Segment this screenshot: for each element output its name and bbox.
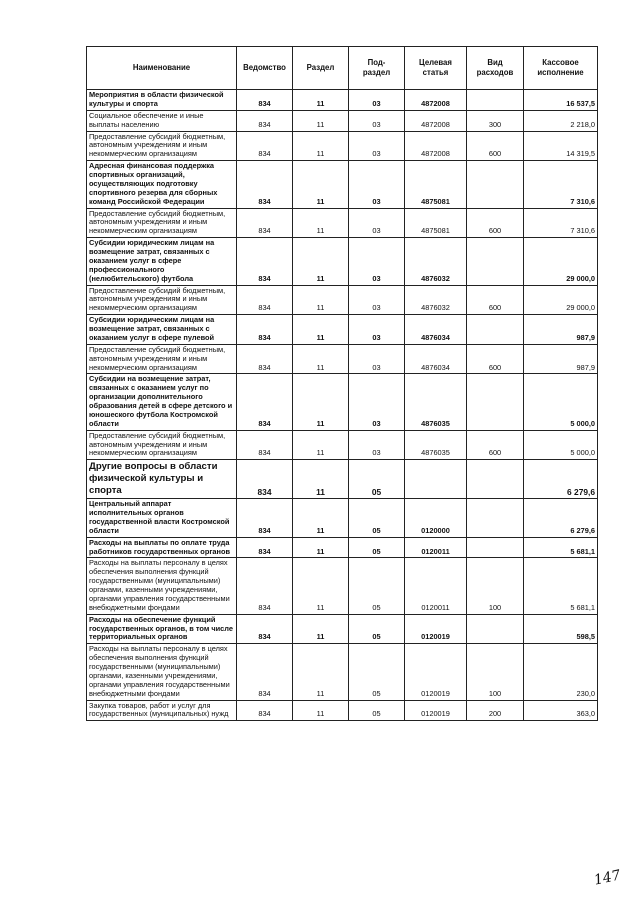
cell-subsection: 03	[349, 285, 405, 315]
cell-name: Центральный аппарат исполнительных органов государственной власти Костромской области	[87, 499, 237, 538]
cell-dept: 834	[237, 537, 293, 558]
cell-type	[467, 90, 524, 111]
cell-amount: 16 537,5	[524, 90, 598, 111]
cell-type: 600	[467, 285, 524, 315]
cell-section: 11	[293, 161, 349, 208]
cell-type	[467, 374, 524, 430]
cell-amount: 5 000,0	[524, 374, 598, 430]
cell-target: 4876032	[405, 285, 467, 315]
cell-type	[467, 614, 524, 644]
cell-type: 300	[467, 110, 524, 131]
cell-name: Предоставление субсидий бюджетным, автономным учреждениям и иным некоммерческим организациям	[87, 208, 237, 238]
cell-type: 200	[467, 700, 524, 721]
cell-target: 4872008	[405, 110, 467, 131]
cell-subsection: 05	[349, 700, 405, 721]
cell-section: 11	[293, 614, 349, 644]
cell-dept: 834	[237, 110, 293, 131]
cell-name: Предоставление субсидий бюджетным, автономным учреждениям и иным некоммерческим организациям	[87, 344, 237, 374]
cell-target: 0120019	[405, 700, 467, 721]
cell-type	[467, 460, 524, 499]
cell-name: Расходы на обеспечение функций государственных органов, в том числе территориальных органов	[87, 614, 237, 644]
cell-target: 4876034	[405, 344, 467, 374]
cell-name: Предоставление субсидий бюджетным, автономным учреждениям и иным некоммерческим организациям	[87, 131, 237, 161]
cell-name: Расходы на выплаты персоналу в целях обеспечения выполнения функций государственными (муниципальными) органами, казенными учреждениями, органами управления государственными внебюджетными фондами	[87, 644, 237, 700]
table-row	[87, 208, 598, 238]
cell-target: 4876034	[405, 315, 467, 345]
cell-amount: 7 310,6	[524, 161, 598, 208]
table-row	[87, 315, 598, 345]
cell-type	[467, 499, 524, 538]
cell-subsection: 03	[349, 90, 405, 111]
cell-subsection: 03	[349, 374, 405, 430]
cell-subsection: 03	[349, 430, 405, 460]
table-row	[87, 131, 598, 161]
cell-target: 0120000	[405, 499, 467, 538]
cell-subsection: 03	[349, 110, 405, 131]
cell-amount: 987,9	[524, 315, 598, 345]
cell-subsection: 05	[349, 644, 405, 700]
cell-section: 11	[293, 460, 349, 499]
cell-dept: 834	[237, 344, 293, 374]
cell-type: 600	[467, 430, 524, 460]
cell-dept: 834	[237, 499, 293, 538]
table-row	[87, 644, 598, 700]
cell-name: Субсидии на возмещение затрат, связанных с оказанием услуг по организации дополнительного образования детей в сфере детского и юношеского футбола Костромской области	[87, 374, 237, 430]
cell-section: 11	[293, 374, 349, 430]
table-row	[87, 460, 598, 499]
budget-table	[86, 46, 598, 721]
cell-name: Предоставление субсидий бюджетным, автономным учреждениям и иным некоммерческим организациям	[87, 430, 237, 460]
cell-dept: 834	[237, 285, 293, 315]
table-row	[87, 374, 598, 430]
header-target: Целевая статья	[405, 47, 467, 90]
cell-subsection: 03	[349, 131, 405, 161]
cell-amount: 14 319,5	[524, 131, 598, 161]
cell-amount: 363,0	[524, 700, 598, 721]
cell-target: 4872008	[405, 90, 467, 111]
cell-name: Субсидии юридическим лицам на возмещение затрат, связанных с оказанием услуг в сфере профессионального (нелюбительского) футбола	[87, 238, 237, 285]
cell-dept: 834	[237, 208, 293, 238]
cell-section: 11	[293, 537, 349, 558]
cell-amount: 6 279,6	[524, 460, 598, 499]
cell-subsection: 05	[349, 537, 405, 558]
table-row	[87, 430, 598, 460]
header-amount: Кассовое исполнение	[524, 47, 598, 90]
cell-target: 4876035	[405, 430, 467, 460]
cell-section: 11	[293, 558, 349, 614]
table-row	[87, 285, 598, 315]
cell-subsection: 05	[349, 499, 405, 538]
header-subsection: Под- раздел	[349, 47, 405, 90]
cell-amount: 29 000,0	[524, 238, 598, 285]
table-row	[87, 614, 598, 644]
cell-amount: 5 681,1	[524, 537, 598, 558]
cell-name: Мероприятия в области физической культуры и спорта	[87, 90, 237, 111]
cell-target: 4875081	[405, 208, 467, 238]
cell-section: 11	[293, 499, 349, 538]
cell-subsection: 03	[349, 161, 405, 208]
cell-section: 11	[293, 644, 349, 700]
table-row	[87, 238, 598, 285]
cell-type: 600	[467, 208, 524, 238]
cell-amount: 230,0	[524, 644, 598, 700]
page-number: 147	[592, 867, 623, 889]
cell-amount: 5 681,1	[524, 558, 598, 614]
cell-dept: 834	[237, 644, 293, 700]
cell-target: 0120019	[405, 614, 467, 644]
cell-dept: 834	[237, 614, 293, 644]
cell-section: 11	[293, 208, 349, 238]
cell-dept: 834	[237, 90, 293, 111]
cell-type: 600	[467, 344, 524, 374]
cell-target: 4876035	[405, 374, 467, 430]
cell-section: 11	[293, 90, 349, 111]
cell-dept: 834	[237, 558, 293, 614]
cell-section: 11	[293, 315, 349, 345]
cell-type: 100	[467, 644, 524, 700]
cell-dept: 834	[237, 374, 293, 430]
cell-type	[467, 537, 524, 558]
cell-target: 0120011	[405, 537, 467, 558]
cell-name: Адресная финансовая поддержка спортивных организаций, осуществляющих подготовку спортивного резерва для сборных команд Российской Федерации	[87, 161, 237, 208]
cell-dept: 834	[237, 161, 293, 208]
cell-type	[467, 238, 524, 285]
cell-type: 600	[467, 131, 524, 161]
cell-type	[467, 315, 524, 345]
cell-target: 4872008	[405, 131, 467, 161]
cell-name: Субсидии юридическим лицам на возмещение затрат, связанных с оказанием услуг в сфере пулевой	[87, 315, 237, 345]
cell-section: 11	[293, 238, 349, 285]
table-header-row	[87, 47, 598, 90]
cell-dept: 834	[237, 460, 293, 499]
header-type: Вид расходов	[467, 47, 524, 90]
cell-type: 100	[467, 558, 524, 614]
cell-subsection: 05	[349, 614, 405, 644]
cell-dept: 834	[237, 131, 293, 161]
cell-amount: 2 218,0	[524, 110, 598, 131]
cell-section: 11	[293, 131, 349, 161]
table-row	[87, 558, 598, 614]
cell-name: Закупка товаров, работ и услуг для государственных (муниципальных) нужд	[87, 700, 237, 721]
table-row	[87, 537, 598, 558]
cell-dept: 834	[237, 700, 293, 721]
cell-section: 11	[293, 344, 349, 374]
cell-target: 0120019	[405, 644, 467, 700]
table-row	[87, 110, 598, 131]
cell-subsection: 03	[349, 344, 405, 374]
cell-name: Предоставление субсидий бюджетным, автономным учреждениям и иным некоммерческим организациям	[87, 285, 237, 315]
cell-dept: 834	[237, 430, 293, 460]
table-row	[87, 700, 598, 721]
cell-amount: 6 279,6	[524, 499, 598, 538]
header-name: Наименование	[87, 47, 237, 90]
cell-target	[405, 460, 467, 499]
table-row	[87, 90, 598, 111]
header-dept: Ведомство	[237, 47, 293, 90]
cell-target: 4875081	[405, 161, 467, 208]
cell-amount: 987,9	[524, 344, 598, 374]
cell-target: 4876032	[405, 238, 467, 285]
cell-name: Расходы на выплаты персоналу в целях обеспечения выполнения функций государственными (муниципальными) органами, казенными учреждениями, органами управления государственными внебюджетными фондами	[87, 558, 237, 614]
cell-subsection: 03	[349, 238, 405, 285]
cell-dept: 834	[237, 238, 293, 285]
cell-subsection: 05	[349, 558, 405, 614]
cell-dept: 834	[237, 315, 293, 345]
cell-amount: 7 310,6	[524, 208, 598, 238]
table-row	[87, 161, 598, 208]
cell-section: 11	[293, 700, 349, 721]
header-section: Раздел	[293, 47, 349, 90]
cell-name: Социальное обеспечение и иные выплаты населению	[87, 110, 237, 131]
cell-subsection: 03	[349, 315, 405, 345]
cell-name: Расходы на выплаты по оплате труда работников государственных органов	[87, 537, 237, 558]
cell-section: 11	[293, 430, 349, 460]
cell-section: 11	[293, 110, 349, 131]
table-row	[87, 499, 598, 538]
cell-subsection: 05	[349, 460, 405, 499]
cell-target: 0120011	[405, 558, 467, 614]
table-row	[87, 344, 598, 374]
cell-type	[467, 161, 524, 208]
cell-amount: 5 000,0	[524, 430, 598, 460]
cell-subsection: 03	[349, 208, 405, 238]
cell-name: Другие вопросы в области физической культуры и спорта	[87, 460, 237, 499]
cell-amount: 29 000,0	[524, 285, 598, 315]
cell-amount: 598,5	[524, 614, 598, 644]
cell-section: 11	[293, 285, 349, 315]
